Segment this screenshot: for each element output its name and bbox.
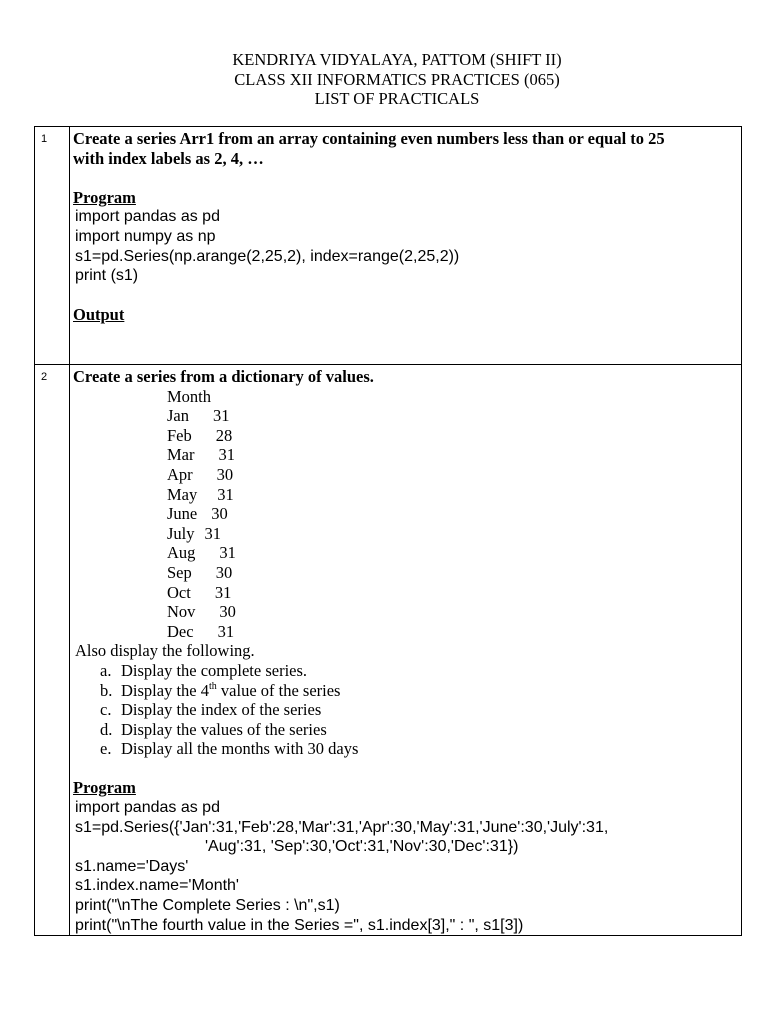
code-line: s1=pd.Series({'Jan':31,'Feb':28,'Mar':31,'Apr':30,'May':31,'June':30,'July':31,	[75, 818, 609, 836]
practical-number: 2	[35, 365, 70, 936]
month-name: Oct	[167, 582, 191, 602]
practicals-table	[34, 126, 742, 936]
month-row	[73, 602, 741, 622]
sub-task-item: d. Display the values of the series	[100, 719, 327, 739]
month-days: 30	[216, 464, 234, 484]
month-row	[73, 426, 741, 446]
question-text: Create a series from a dictionary of values.	[73, 367, 374, 386]
sub-task-item: c. Display the index of the series	[100, 700, 322, 720]
code-line: print("\nThe fourth value in the Series =", s1.index[3]," : ", s1[3])	[75, 916, 524, 934]
question-text-cont: with index labels as 2, 4, …	[73, 148, 264, 168]
month-row	[73, 504, 741, 524]
also-display-text: Also display the following.	[75, 641, 255, 661]
code-line: s1.index.name='Month'	[75, 877, 239, 895]
month-row	[73, 465, 741, 485]
month-name: Apr	[167, 464, 193, 484]
program-heading: Program	[73, 778, 136, 798]
month-days: 31	[213, 406, 230, 426]
practical-row	[35, 127, 742, 365]
code-line: print("\nThe Complete Series : \n",s1)	[75, 897, 340, 915]
month-row	[73, 445, 741, 465]
month-name: Jan	[167, 406, 189, 426]
practical-number: 1	[35, 127, 70, 365]
month-days: 30	[219, 602, 236, 622]
month-days: 31	[219, 543, 236, 563]
month-row	[73, 485, 741, 505]
sub-task-list	[73, 661, 741, 759]
month-row	[73, 543, 741, 563]
document-title: LIST OF PRACTICALS	[314, 89, 480, 109]
practical-content	[70, 127, 742, 365]
program-heading: Program	[73, 187, 136, 207]
question-text: Create a series Arr1 from an array containing even numbers less than or equal to 25	[73, 129, 665, 148]
code-line: import pandas as pd	[75, 799, 220, 817]
month-row	[73, 524, 741, 544]
month-name: Aug	[167, 543, 196, 563]
practical-content	[70, 365, 742, 936]
practical-row	[35, 365, 742, 936]
school-name: KENDRIYA VIDYALAYA, PATTOM (SHIFT II)	[232, 50, 562, 69]
month-name: Feb	[167, 425, 192, 445]
month-name: July	[167, 523, 195, 543]
month-name: Nov	[167, 602, 196, 622]
month-name: June	[167, 504, 198, 524]
month-table-header: Month	[167, 386, 212, 406]
sub-task-item: b. Display the 4th value of the series	[100, 680, 341, 700]
month-days: 30	[215, 562, 233, 582]
month-name: Dec	[167, 621, 194, 641]
document-header	[0, 50, 768, 109]
month-name: May	[167, 484, 198, 504]
month-days: 30	[211, 504, 228, 524]
month-days: 31	[217, 484, 234, 504]
month-days: 31	[218, 445, 235, 465]
code-line: import pandas as pd	[75, 208, 220, 226]
code-line: import numpy as np	[75, 227, 216, 245]
code-line: s1=pd.Series(np.arange(2,25,2), index=range(2,25,2))	[75, 247, 460, 265]
month-row	[73, 563, 741, 583]
output-heading: Output	[73, 305, 125, 325]
month-days: 31	[204, 523, 222, 543]
month-list	[73, 406, 741, 641]
class-subject: CLASS XII INFORMATICS PRACTICES (065)	[234, 69, 560, 89]
month-name: Mar	[167, 445, 195, 465]
code-line: print (s1)	[75, 267, 139, 285]
month-row	[73, 622, 741, 642]
code-line: s1.name='Days'	[75, 857, 189, 875]
month-days: 31	[214, 582, 232, 602]
sub-task-item: a. Display the complete series.	[100, 660, 308, 680]
sub-task-item: e. Display all the months with 30 days	[100, 739, 359, 759]
month-name: Sep	[167, 562, 192, 582]
code-line: 'Aug':31, 'Sep':30,'Oct':31,'Nov':30,'Dec':31})	[205, 838, 519, 856]
month-row	[73, 583, 741, 603]
month-days: 28	[215, 425, 233, 445]
month-row	[73, 406, 741, 426]
month-days: 31	[217, 621, 235, 641]
